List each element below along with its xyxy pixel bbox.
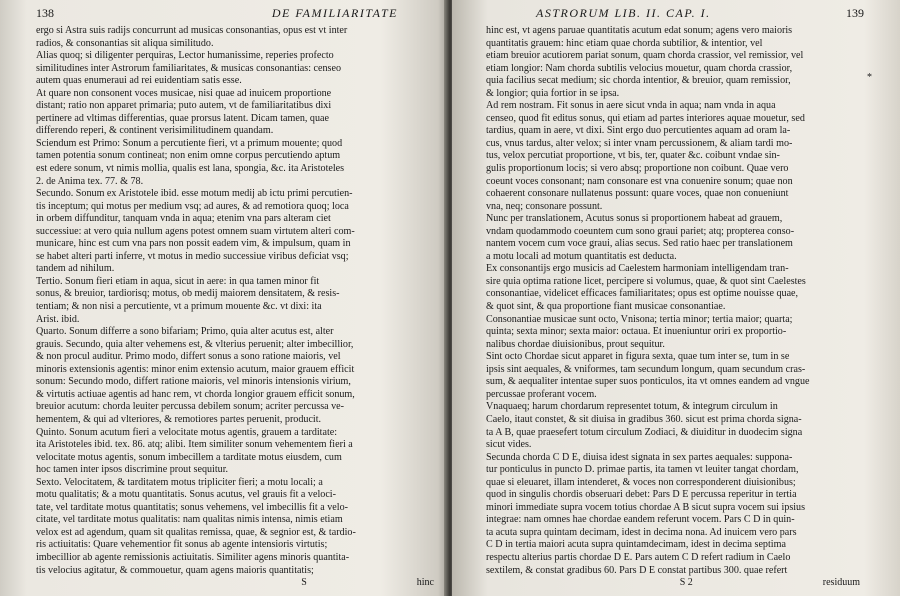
left-running-head: DE FAMILIARITATE bbox=[271, 6, 398, 20]
text-line: Quinto. Sonum acutum fieri a velocitate motus agentis, grauem a tarditate: bbox=[36, 426, 338, 438]
text-line: similitudines inter Astrorum familiaritates, & musicas consonantias: censeo bbox=[36, 62, 341, 74]
text-line: hinc est, vt agens paruae quantitatis acutum edat sonum; agens vero maioris bbox=[486, 25, 793, 36]
text-line: vna, neq; consonare possunt. bbox=[486, 200, 603, 212]
text-line: nantem vocem cum voce graui, alias secus. Sed ratio haec per translationem bbox=[486, 238, 793, 250]
text-line: ta A B, quae praesefert totum circulum Zodiaci, & diuiditur in duodecim signa bbox=[486, 426, 803, 438]
text-line: & longior; quia fortior in se ipsa. bbox=[486, 87, 620, 99]
text-line: tur ponticulus in puncto D. primae partis, ita tamen vt leuiter tangat chordam, bbox=[486, 464, 799, 476]
text-line: velocitate motus agentis, sonum imbecillem a tarditate motus eiusdem, cum bbox=[36, 451, 342, 463]
text-line: breuior acutum: chorda leuiter percussa debilem sonum; acriter percussa ve- bbox=[36, 401, 345, 413]
text-line: cohaerent consonare nullatenus possunt: quare voces, quae non conueniunt bbox=[486, 188, 789, 200]
text-line: sextilem, & constat gradibus 60. Pars D E constat partibus 300. quae refert bbox=[486, 564, 788, 576]
text-line: sonus, & breuior, tardiorisq; motus, ob medij maiorem densitatem, & resis- bbox=[36, 288, 340, 300]
text-line: distant; ratio non apparet primaria; puto autem, vt de familiaritatibus dixi bbox=[36, 100, 332, 112]
text-line: & virtutis actiuae agentis ad hanc rem, vt chorda longior grauem efficit sonum, bbox=[36, 388, 355, 400]
text-line: sicut vides. bbox=[486, 439, 532, 451]
text-line: velox est ad agendum, quam sit qualitas remissa, quae, & segnior est, & tardio- bbox=[36, 526, 356, 538]
right-running-head: ASTRORUM LIB. II. CAP. I. bbox=[536, 6, 711, 20]
text-line: ita Aristoteles ibid. tex. 86. atq; alibi. Item similiter sonum vehementem fieri a bbox=[36, 439, 353, 451]
text-line: Nunc per translationem, Acutus sonus si proportionem habeat ad grauem, bbox=[486, 213, 783, 225]
text-line: Consonantiae musicae sunt octo, Vnisona; tertia minor; tertia maior; quarta; bbox=[486, 313, 793, 325]
text-line: C D in tertia maiori acuta supra quintamdecimam, idest in decima septima bbox=[486, 539, 786, 551]
left-page bbox=[0, 0, 448, 596]
text-line: etiam longior: Nam chorda subtilis velocius mouetur, quam chorda crassior, bbox=[486, 62, 793, 74]
text-line: motu qualitatis; & a motu quantitatis. Sonus acutus, vel grauis fit a veloci- bbox=[36, 489, 336, 501]
text-line: Sciendum est Primo: Sonum a percutiente fieri, vt a primum mouente; quod bbox=[36, 137, 343, 149]
text-line: radios, & consonantias sit aliqua similitudo. bbox=[36, 37, 214, 49]
text-line: municare, hinc est cum vna pars non possit eadem vim, & impulsum, quam in bbox=[36, 238, 351, 250]
right-page-header bbox=[486, 6, 864, 23]
text-line: integrae: nam omnes hae chordae eandem referunt vocem. Pars C D in quin- bbox=[486, 514, 795, 526]
text-line: Sexto. Velocitatem, & tarditatem motus tripliciter fieri; a motu locali; a bbox=[36, 476, 323, 488]
left-signature: S bbox=[301, 577, 307, 589]
text-line: imbecillior ab agente remissionis actiuitatis. Similiter agens minoris quantita- bbox=[36, 551, 350, 563]
text-line: vndam quodammodo coeuntem cum sono graui pariet; atq; propterea conso- bbox=[486, 225, 795, 237]
text-line: quia facilius secat medium; sic chorda intentior, & breuior, quam remissior, bbox=[486, 75, 791, 87]
text-line: ergo si Astra suis radijs concurrunt ad musicas consonantias, opus est vt inter bbox=[36, 25, 348, 36]
left-page-header bbox=[36, 6, 438, 23]
text-line: tandem ad nihilum. bbox=[36, 263, 115, 275]
text-line: Ad rem nostram. Fit sonus in aere sicut vnda in aqua; nam vnda in aqua bbox=[486, 100, 776, 112]
right-page-number: 139 bbox=[846, 6, 864, 20]
right-catchword: residuum bbox=[822, 577, 860, 589]
text-line: Tertio. Sonum fieri etiam in aqua, sicut in aere: in qua tamen minor fit bbox=[36, 275, 320, 287]
text-line: sonum: Secundo modo, differt ratione maioris, vel minoris intensionis virium, bbox=[36, 376, 351, 388]
text-line: Vnaquaeq; harum chordarum representet totum, & integrum circulum in bbox=[486, 401, 778, 413]
text-line: percussae proferant vocem. bbox=[486, 388, 597, 400]
text-line: censeo, quod fit editus sonus, qui etiam ad partes interiores aquae mouetur, sed bbox=[486, 112, 805, 124]
text-line: & quot sint, & qua proportione fiant musicae consonantiae. bbox=[486, 301, 726, 313]
text-line: successiue: at vero quia nullum agens potest omnem suam virtutem alteri com- bbox=[36, 225, 355, 237]
text-line: Quarto. Sonum differre a sono bifariam; Primo, quia alter acutus est, alter bbox=[36, 326, 334, 338]
text-line: sire quia optima ratione licet, percipere si volumus, quae, & quot sint Caelestes bbox=[486, 275, 806, 287]
text-line: Alias quoq; si diligenter perquiras, Lector humanissime, reperies profecto bbox=[36, 50, 334, 62]
text-line: citate, vel tarditate motus qualitatis: nam qualitas nimis intensa, nimis etiam bbox=[36, 514, 343, 526]
text-line: tardius, quam in aere, vt dixi. Sint ergo duo percutientes aquam ad oram la- bbox=[486, 125, 791, 137]
text-line: cus, vnus tardus, alter velox; si inter vnam percussionem, & aliam tardi mo- bbox=[486, 137, 793, 149]
right-page-text bbox=[486, 25, 864, 577]
text-line: tis inceptum; qui motus per medium vsq; ad aures, & ad remotiora quoq; loca bbox=[36, 200, 349, 212]
text-line: coeunt voces consonant; nam consonare est vna conuenire sonum; quae non bbox=[486, 175, 793, 187]
left-page-number: 138 bbox=[36, 6, 54, 20]
text-line: ris actiuitatis: Quare vehementior fit sonus ab agente intensioris virtutis; bbox=[36, 539, 328, 551]
text-line: quinta; sexta minor; sexta maior: octaua. Et inueniuntur oriri ex proportio- bbox=[486, 326, 787, 338]
text-line: Caelo, itaut constet, & sit diuisa in gradibus 360. sicut est prima chorda signa- bbox=[486, 413, 802, 425]
text-line: minori immediate supra vocem totius chordae A B sicut supra vocem sui ipsius bbox=[486, 501, 806, 513]
text-line: consonantiae, videlicet efficaces familiaritates; opus est optime nouisse quae, bbox=[486, 288, 799, 300]
text-line: respectu alterius partis chordae D E. Pars autem C D refert radium in Caelo bbox=[486, 551, 791, 563]
text-line: est edere sonum, vt nimis mollia, qualis est lana, spongia, &c. ita Aristoteles bbox=[36, 163, 345, 175]
text-line: At quare non consonent voces musicae, nisi quae ad inuicem proportione bbox=[36, 87, 332, 99]
text-line: tus, velox percutiat proportione, vt bis, ter, quater &c. coibunt vndae sin- bbox=[486, 150, 780, 162]
text-line: quae si eleuaret, illam intenderet, & voces non corresponderent diuisionibus; bbox=[486, 476, 796, 488]
text-line: tentiam; & non nisi a percutiente, vt a primum mouente &c. vt dixi: ita bbox=[36, 301, 322, 313]
text-line: sum, & aequaliter intentae super suos ponticulos, ita vt omnes eandem ad vngue bbox=[486, 376, 810, 388]
left-page-text bbox=[36, 25, 438, 577]
text-line: se habet alteri parti inferre, vt motus in medio successiue viribus deficiat vsq; bbox=[36, 250, 349, 262]
left-catchword: hinc bbox=[416, 577, 434, 589]
right-page bbox=[452, 0, 900, 596]
text-line: quantitatis grauem: hinc etiam quae chorda subtilior, & intentior, vel bbox=[486, 37, 763, 49]
text-line: in orbem diffunditur, tanquam vnda in aqua; etenim vna pars alteram ciet bbox=[36, 213, 331, 225]
text-line: ipsis sint aequales, & vniformes, tam secundum longum, quam secundum cras- bbox=[486, 363, 806, 375]
text-line: & non procul auditur. Primo modo, differt sonus a sono ratione maioris, vel bbox=[36, 351, 341, 363]
text-line: Arist. ibid. bbox=[36, 313, 80, 325]
right-page-footer bbox=[486, 577, 864, 589]
text-line: Sint octo Chordae sicut apparet in figura sexta, quae tum inter se, tum in se bbox=[486, 351, 790, 363]
text-line: autem quas enumeraui ad rei euidentiam satis esse. bbox=[36, 75, 242, 87]
text-line: hementem, & qui ad vlteriores, & remotiores partes peruenit, producit. bbox=[36, 413, 322, 425]
right-signature: S 2 bbox=[679, 577, 693, 589]
text-line: hoc tamen inter ipsos discrimine prout sequitur. bbox=[36, 464, 229, 476]
text-line: quod in singulis chordis obseruari debet: Pars D E percussa reperitur in tertia bbox=[486, 489, 797, 501]
text-line: Secundo. Sonum ex Aristotele ibid. esse motum medij ab ictu primi percutien- bbox=[36, 188, 353, 200]
left-page-footer bbox=[36, 577, 438, 589]
text-line: gulis proportionum locis; si vero absq; proportione non coibunt. Quae vero bbox=[486, 163, 789, 175]
text-line: tamen potentia sonum contineat; non enim omne corpus percutiendo aptum bbox=[36, 150, 341, 162]
text-line: tate, vel tarditate motus quantitatis; sonus vehemens, vel imbecillis fit a velo- bbox=[36, 501, 348, 513]
text-line: etiam breuior acutiorem pariat sonum, quam chorda crassior, vel remissior, vel bbox=[486, 50, 804, 62]
text-line: Ex consonantijs ergo musicis ad Caelestem harmoniam intelligendam tran- bbox=[486, 263, 789, 275]
text-line: pertinere ad vltimas differentias, quae prorsus latent. Dicam tamen, quae bbox=[36, 112, 329, 124]
text-line: nalibus chordae diuisionibus, prout sequitur. bbox=[486, 338, 665, 350]
text-line: grauis. Secundo, quia alter vehemens est, & vlterius peruenit; alter imbecillior, bbox=[36, 338, 354, 350]
text-line: a motu locali ad motum quantitatis est deducta. bbox=[486, 250, 677, 262]
text-line: minoris extensionis agentis: minor enim extensio acutum, maior grauem efficit bbox=[36, 363, 355, 375]
text-line: ta acuta supra quintam decimam, idest in decima nona. Ad inuicem vero pars bbox=[486, 526, 797, 538]
text-line: differendo reperi, & continent verisimilitudinem quandam. bbox=[36, 125, 274, 137]
text-line: Secunda chorda C D E, diuisa idest signata in sex partes aequales: suppona- bbox=[486, 451, 793, 463]
text-line: 2. de Anima tex. 77. & 78. bbox=[36, 175, 144, 187]
text-line: tis velocius agitatur, & commouetur, quam agens maioris quantitatis; bbox=[36, 564, 314, 576]
margin-asterisk-mark: * bbox=[867, 72, 872, 83]
